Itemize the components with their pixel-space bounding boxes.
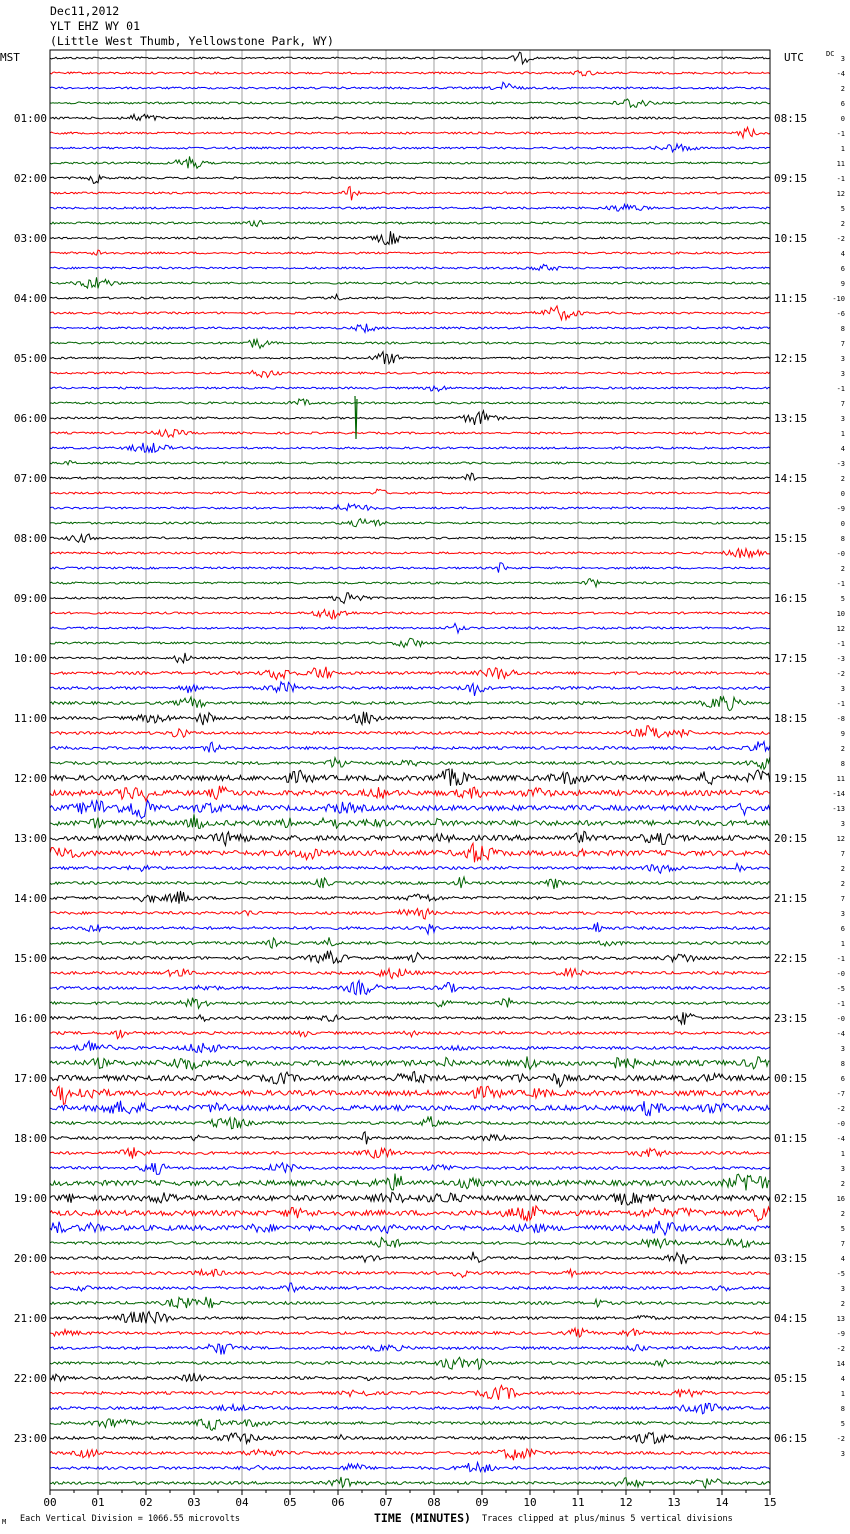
seismic-trace bbox=[50, 1297, 770, 1308]
dc-offset-label: -0 bbox=[836, 550, 845, 558]
seismic-trace bbox=[50, 127, 770, 138]
seismic-trace bbox=[50, 1116, 770, 1128]
dc-offset-label: 1 bbox=[840, 430, 845, 438]
dc-offset-label: -1 bbox=[836, 580, 845, 588]
right-hour-label: 03:15 bbox=[774, 1252, 808, 1265]
seismic-trace bbox=[50, 1057, 770, 1070]
x-tick-label: 00 bbox=[43, 1496, 57, 1509]
dc-offset-label: 8 bbox=[840, 1060, 845, 1068]
seismic-trace bbox=[50, 563, 770, 573]
seismic-trace bbox=[50, 339, 770, 349]
dc-offset-label: 3 bbox=[840, 685, 845, 693]
right-hour-label: 09:15 bbox=[774, 172, 808, 185]
dc-offset-label: 1 bbox=[840, 145, 845, 153]
right-hour-label: 01:15 bbox=[774, 1132, 808, 1145]
x-tick-label: 10 bbox=[523, 1496, 537, 1509]
left-hour-label: 17:00 bbox=[13, 1072, 47, 1085]
trace-lines bbox=[50, 52, 770, 1488]
dc-offset-label: 2 bbox=[840, 220, 845, 228]
seismic-trace bbox=[50, 176, 770, 184]
dc-offset-label: 2 bbox=[840, 880, 845, 888]
left-hour-label: 22:00 bbox=[13, 1372, 47, 1385]
header-station: YLT EHZ WY 01 bbox=[50, 19, 141, 33]
right-hour-label: 00:15 bbox=[774, 1072, 808, 1085]
right-hour-label: 22:15 bbox=[774, 952, 808, 965]
dc-offset-label: 10 bbox=[836, 610, 845, 618]
dc-offset-label: -1 bbox=[836, 640, 845, 648]
dc-offset-label: 0 bbox=[840, 520, 845, 528]
seismic-trace bbox=[50, 250, 770, 255]
left-hour-label: 18:00 bbox=[13, 1132, 47, 1145]
left-hour-label: 05:00 bbox=[13, 352, 47, 365]
seismic-trace bbox=[50, 294, 770, 300]
seismic-trace bbox=[50, 1072, 770, 1087]
seismic-trace bbox=[50, 114, 770, 120]
seismic-trace bbox=[50, 1433, 770, 1444]
seismic-trace bbox=[50, 1328, 770, 1337]
dc-offset-label: 4 bbox=[840, 445, 845, 453]
seismic-trace bbox=[50, 324, 770, 333]
seismic-trace bbox=[50, 1403, 770, 1414]
minute-gridlines bbox=[98, 50, 722, 1490]
dc-offset-label: 12 bbox=[836, 625, 845, 633]
dc-offset-label: -7 bbox=[836, 1090, 845, 1098]
clip-note: Traces clipped at plus/minus 5 vertical divisions bbox=[482, 1514, 733, 1524]
left-hour-label: 14:00 bbox=[13, 892, 47, 905]
seismic-trace bbox=[50, 712, 770, 725]
dc-offset-label: 6 bbox=[840, 265, 845, 273]
dc-offset-label: 8 bbox=[840, 535, 845, 543]
dc-offset-label: -0 bbox=[836, 1015, 845, 1023]
dc-offset-label: 2 bbox=[840, 565, 845, 573]
dc-offset-label: -2 bbox=[836, 670, 845, 678]
right-hour-label: 14:15 bbox=[774, 472, 808, 485]
dc-offset-label: 3 bbox=[840, 1165, 845, 1173]
right-hour-label: 10:15 bbox=[774, 232, 808, 245]
seismic-trace bbox=[50, 843, 770, 862]
seismic-trace bbox=[50, 1132, 770, 1145]
x-tick-label: 06 bbox=[331, 1496, 345, 1509]
seismic-trace bbox=[50, 221, 770, 227]
seismic-trace bbox=[50, 519, 770, 527]
dc-offset-label: -1 bbox=[836, 175, 845, 183]
seismic-trace bbox=[50, 411, 770, 425]
seismic-trace bbox=[50, 370, 770, 377]
dc-offset-label: 4 bbox=[840, 1375, 845, 1383]
right-hour-label: 11:15 bbox=[774, 292, 808, 305]
left-hour-label: 02:00 bbox=[13, 172, 47, 185]
dc-offset-label: 2 bbox=[840, 1210, 845, 1218]
dc-offset-label: -2 bbox=[836, 1435, 845, 1443]
dc-offset-label: 4 bbox=[840, 250, 845, 258]
dc-offset-label: 9 bbox=[840, 280, 845, 288]
seismic-trace bbox=[50, 1012, 770, 1024]
dc-offset-label: 6 bbox=[840, 1075, 845, 1083]
seismic-trace bbox=[50, 1269, 770, 1277]
dc-offset-label: 8 bbox=[840, 760, 845, 768]
dc-offset-label: 1 bbox=[840, 1150, 845, 1158]
dc-offset-label: -13 bbox=[832, 805, 845, 813]
right-hour-label: 21:15 bbox=[774, 892, 808, 905]
dc-offset-label: -0 bbox=[836, 970, 845, 978]
dc-offset-label: -5 bbox=[836, 1270, 845, 1278]
x-tick-label: 07 bbox=[379, 1496, 393, 1509]
seismic-trace bbox=[50, 1419, 770, 1431]
x-tick-label: 05 bbox=[283, 1496, 297, 1509]
seismic-trace bbox=[50, 204, 770, 211]
dc-offset-label: 3 bbox=[840, 370, 845, 378]
dc-offset-label: 2 bbox=[840, 1180, 845, 1188]
seismic-trace bbox=[50, 1206, 770, 1221]
dc-offset-label: 12 bbox=[836, 190, 845, 198]
seismic-trace bbox=[50, 682, 770, 696]
dc-offset-label: 7 bbox=[840, 1240, 845, 1248]
left-hour-label: 09:00 bbox=[13, 592, 47, 605]
seismic-trace bbox=[50, 1357, 770, 1369]
dc-offset-label: -10 bbox=[832, 295, 845, 303]
left-hour-label: 07:00 bbox=[13, 472, 47, 485]
left-hour-label: 20:00 bbox=[13, 1252, 47, 1265]
seismic-trace bbox=[50, 877, 770, 889]
header-date: Dec11,2012 bbox=[50, 4, 120, 18]
right-hour-label: 08:15 bbox=[774, 112, 808, 125]
right-hour-labels bbox=[774, 112, 807, 1445]
seismic-trace bbox=[50, 769, 770, 786]
seismic-trace bbox=[50, 264, 770, 270]
seismic-trace bbox=[50, 386, 770, 391]
dc-offset-label: 1 bbox=[840, 940, 845, 948]
dc-offset-label: -0 bbox=[836, 1120, 845, 1128]
dc-offset-label: -9 bbox=[836, 1330, 845, 1338]
seismic-trace bbox=[50, 430, 770, 438]
left-hour-label: 04:00 bbox=[13, 292, 47, 305]
left-hour-label: 13:00 bbox=[13, 832, 47, 845]
x-tick-label: 03 bbox=[187, 1496, 201, 1509]
seismic-trace bbox=[50, 638, 770, 647]
x-tick-label: 12 bbox=[619, 1496, 633, 1509]
seismic-trace bbox=[50, 579, 770, 587]
left-hour-labels bbox=[14, 112, 47, 1445]
dc-offset-label: 2 bbox=[840, 1300, 845, 1308]
seismic-trace bbox=[50, 1086, 770, 1104]
dc-offset-label: 7 bbox=[840, 400, 845, 408]
seismic-trace bbox=[50, 1174, 770, 1191]
x-tick-label: 04 bbox=[235, 1496, 249, 1509]
seismic-trace bbox=[50, 981, 770, 995]
right-zone-label: UTC bbox=[784, 51, 804, 64]
x-axis-ticks bbox=[43, 1490, 776, 1509]
seismic-trace bbox=[50, 653, 770, 663]
right-hour-label: 15:15 bbox=[774, 532, 808, 545]
dc-offset-label: 5 bbox=[840, 205, 845, 213]
dc-offset-label: 3 bbox=[840, 1450, 845, 1458]
seismic-trace bbox=[50, 1252, 770, 1265]
seismic-trace bbox=[50, 786, 770, 801]
seismic-trace bbox=[50, 1101, 770, 1116]
seismic-trace bbox=[50, 1147, 770, 1158]
division-note: Each Vertical Division = 1066.55 microvolts bbox=[20, 1514, 241, 1524]
dc-offset-label: 1 bbox=[840, 1390, 845, 1398]
seismic-trace bbox=[50, 1344, 770, 1354]
seismic-trace bbox=[50, 1449, 770, 1460]
dc-offset-label: -3 bbox=[836, 655, 845, 663]
left-hour-label: 19:00 bbox=[13, 1192, 47, 1205]
seismic-trace bbox=[50, 800, 770, 818]
dc-offset-label: -1 bbox=[836, 955, 845, 963]
dc-offset-label: 3 bbox=[840, 355, 845, 363]
dc-offset-label: 2 bbox=[840, 745, 845, 753]
dc-offset-label: -1 bbox=[836, 385, 845, 393]
left-hour-label: 03:00 bbox=[13, 232, 47, 245]
seismic-trace bbox=[50, 1385, 770, 1399]
seismic-trace bbox=[50, 726, 770, 738]
seismic-trace bbox=[50, 968, 770, 978]
dc-offset-label: -5 bbox=[836, 985, 845, 993]
seismic-trace bbox=[50, 1030, 770, 1039]
seismic-trace bbox=[50, 461, 770, 465]
seismic-trace bbox=[50, 473, 770, 480]
dc-offset-label: -14 bbox=[832, 790, 845, 798]
seismic-trace bbox=[50, 696, 770, 710]
seismic-trace bbox=[50, 99, 770, 107]
seismic-trace bbox=[50, 52, 770, 64]
header-location: (Little West Thumb, Yellowstone Park, WY) bbox=[50, 34, 334, 48]
right-hour-label: 18:15 bbox=[774, 712, 808, 725]
dc-offset-label: 7 bbox=[840, 340, 845, 348]
dc-offset-label: 3 bbox=[840, 415, 845, 423]
seismic-trace bbox=[50, 1041, 770, 1052]
dc-offset-label: 6 bbox=[840, 925, 845, 933]
seismic-trace bbox=[50, 504, 770, 511]
seismic-trace bbox=[50, 231, 770, 244]
seismic-trace bbox=[50, 831, 770, 845]
seismic-trace bbox=[50, 864, 770, 874]
dc-offset-label: -2 bbox=[836, 235, 845, 243]
dc-offset-label: 5 bbox=[840, 595, 845, 603]
dc-offset-label: 13 bbox=[836, 1315, 845, 1323]
dc-offset-label: 2 bbox=[840, 85, 845, 93]
dc-offset-label: -8 bbox=[836, 715, 845, 723]
right-hour-label: 23:15 bbox=[774, 1012, 808, 1025]
seismic-trace bbox=[50, 156, 770, 168]
dc-offset-label: 0 bbox=[840, 115, 845, 123]
seismic-trace bbox=[50, 891, 770, 904]
seismic-trace bbox=[50, 352, 770, 364]
right-hour-label: 06:15 bbox=[774, 1432, 808, 1445]
left-hour-label: 01:00 bbox=[13, 112, 47, 125]
dc-offset-label: 14 bbox=[836, 1360, 845, 1368]
left-hour-label: 21:00 bbox=[13, 1312, 47, 1325]
dc-offset-label: -4 bbox=[836, 1135, 845, 1143]
seismic-trace bbox=[50, 1477, 770, 1488]
seismic-trace bbox=[50, 667, 770, 680]
x-tick-label: 13 bbox=[667, 1496, 681, 1509]
left-hour-label: 12:00 bbox=[13, 772, 47, 785]
dc-offset-label: 3 bbox=[840, 1285, 845, 1293]
dc-offset-label: 8 bbox=[840, 1405, 845, 1413]
seismic-trace bbox=[50, 71, 770, 76]
dc-offset-label: 2 bbox=[840, 865, 845, 873]
seismic-trace bbox=[50, 937, 770, 948]
dc-offset-label: 0 bbox=[840, 490, 845, 498]
seismic-trace bbox=[50, 1462, 770, 1472]
dc-offset-label: -4 bbox=[836, 1030, 845, 1038]
dc-offset-labels bbox=[832, 55, 845, 1458]
dc-offset-label: -3 bbox=[836, 460, 845, 468]
x-tick-label: 09 bbox=[475, 1496, 489, 1509]
right-hour-label: 20:15 bbox=[774, 832, 808, 845]
dc-offset-label: -2 bbox=[836, 1345, 845, 1353]
left-hour-label: 11:00 bbox=[13, 712, 47, 725]
footer-mark: M bbox=[2, 1518, 7, 1526]
seismic-trace bbox=[50, 187, 770, 201]
right-hour-label: 17:15 bbox=[774, 652, 808, 665]
dc-offset-label: 6 bbox=[840, 100, 845, 108]
right-hour-label: 02:15 bbox=[774, 1192, 808, 1205]
seismic-trace bbox=[50, 998, 770, 1009]
seismic-trace bbox=[50, 951, 770, 963]
left-hour-label: 23:00 bbox=[13, 1432, 47, 1445]
right-hour-label: 13:15 bbox=[774, 412, 808, 425]
right-hour-label: 12:15 bbox=[774, 352, 808, 365]
dc-offset-label: 3 bbox=[840, 820, 845, 828]
dc-offset-label: 11 bbox=[836, 160, 845, 168]
seismic-trace bbox=[50, 1312, 770, 1324]
x-axis-title: TIME (MINUTES) bbox=[374, 1511, 471, 1525]
left-zone-label: MST bbox=[0, 51, 20, 64]
seismic-trace bbox=[50, 742, 770, 753]
seismic-trace bbox=[50, 1238, 770, 1248]
dc-offset-label: 3 bbox=[840, 1045, 845, 1053]
dc-offset-label: 16 bbox=[836, 1195, 845, 1203]
right-hour-label: 16:15 bbox=[774, 592, 808, 605]
dc-offset-label: 2 bbox=[840, 475, 845, 483]
dc-offset-label: 4 bbox=[840, 1255, 845, 1263]
seismic-trace bbox=[50, 610, 770, 619]
dc-offset-label: 11 bbox=[836, 775, 845, 783]
x-tick-label: 11 bbox=[571, 1496, 585, 1509]
left-hour-label: 06:00 bbox=[13, 412, 47, 425]
seismic-trace bbox=[50, 922, 770, 934]
seismic-trace bbox=[50, 1221, 770, 1235]
dc-offset-label: -1 bbox=[836, 700, 845, 708]
seismic-trace bbox=[50, 306, 770, 320]
seismic-trace bbox=[50, 549, 770, 558]
seismic-trace bbox=[50, 534, 770, 542]
seismic-trace bbox=[50, 593, 770, 604]
seismic-trace bbox=[50, 909, 770, 919]
x-tick-label: 14 bbox=[715, 1496, 729, 1509]
dc-offset-label: -1 bbox=[836, 130, 845, 138]
dc-offset-label: -4 bbox=[836, 70, 845, 78]
seismic-trace bbox=[50, 82, 770, 89]
dc-offset-label: 5 bbox=[840, 1225, 845, 1233]
dc-offset-label: 5 bbox=[840, 1420, 845, 1428]
dc-offset-label: 3 bbox=[840, 55, 845, 63]
seismic-trace bbox=[50, 757, 770, 770]
seismic-trace bbox=[50, 1163, 770, 1175]
dc-offset-label: 7 bbox=[840, 850, 845, 858]
left-hour-label: 15:00 bbox=[13, 952, 47, 965]
seismic-trace bbox=[50, 489, 770, 494]
left-hour-label: 16:00 bbox=[13, 1012, 47, 1025]
dc-offset-label: -2 bbox=[836, 1105, 845, 1113]
seismic-trace bbox=[50, 814, 770, 828]
dc-offset-label: 7 bbox=[840, 895, 845, 903]
dc-offset-label: -1 bbox=[836, 1000, 845, 1008]
seismic-trace bbox=[50, 443, 770, 453]
x-tick-label: 15 bbox=[763, 1496, 777, 1509]
left-hour-label: 10:00 bbox=[13, 652, 47, 665]
seismic-trace bbox=[50, 1283, 770, 1292]
right-hour-label: 05:15 bbox=[774, 1372, 808, 1385]
x-tick-label: 01 bbox=[91, 1496, 105, 1509]
dc-offset-label: 12 bbox=[836, 835, 845, 843]
x-tick-label: 08 bbox=[427, 1496, 441, 1509]
dc-header-label: DC bbox=[826, 50, 835, 58]
seismic-trace bbox=[50, 277, 770, 288]
seismic-trace bbox=[50, 1373, 770, 1381]
dc-offset-label: -6 bbox=[836, 310, 845, 318]
dc-offset-label: -9 bbox=[836, 505, 845, 513]
seismic-trace bbox=[50, 623, 770, 633]
left-hour-label: 08:00 bbox=[13, 532, 47, 545]
dc-offset-label: 3 bbox=[840, 910, 845, 918]
dc-offset-label: 9 bbox=[840, 730, 845, 738]
right-hour-label: 19:15 bbox=[774, 772, 808, 785]
right-hour-label: 04:15 bbox=[774, 1312, 808, 1325]
dc-offset-label: 8 bbox=[840, 325, 845, 333]
seismic-trace bbox=[50, 399, 770, 405]
seismic-trace bbox=[50, 144, 770, 152]
x-tick-label: 02 bbox=[139, 1496, 153, 1509]
seismic-trace bbox=[50, 1192, 770, 1205]
